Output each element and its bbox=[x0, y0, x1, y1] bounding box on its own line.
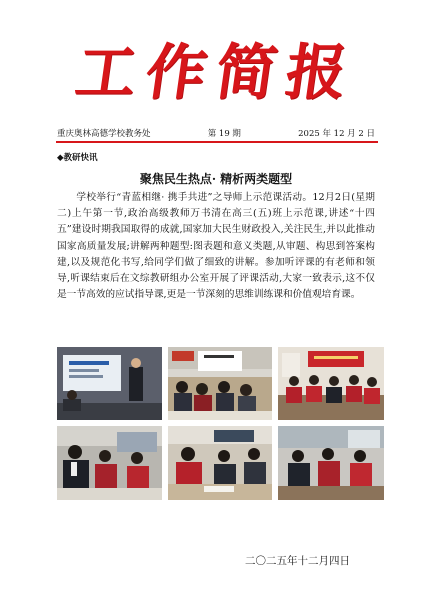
photo-grid bbox=[57, 347, 384, 500]
header-divider bbox=[56, 141, 378, 143]
issue-info-bar bbox=[57, 129, 375, 139]
photo-teachers-observing bbox=[57, 426, 162, 500]
issue-date: 2025 年 12 月 2 日 bbox=[298, 129, 375, 139]
article-title: 聚焦民生热点· 精析两类题型 bbox=[139, 172, 293, 186]
photo-classroom-from-back bbox=[168, 347, 272, 420]
photo-teacher-at-projector bbox=[57, 347, 162, 420]
photo-review-meeting bbox=[278, 347, 384, 420]
photo-students-desks bbox=[168, 426, 272, 500]
issue-number: 第 19 期 bbox=[207, 129, 241, 139]
publisher: 重庆奥林高德学校教务处 bbox=[57, 129, 151, 139]
masthead-title: 工作简报 bbox=[71, 38, 361, 108]
photo-evaluation-discussion bbox=[278, 426, 384, 500]
section-tag: ◆教研快讯 bbox=[57, 153, 98, 163]
article-body: 学校举行“青蓝相继· 携手共进”之导师上示范课活动。12月2日(星期二)上午第一节,政治高级教师万书清在高三(五)班上示范课,讲述“十四五”建设时期我国取得的成就,国家加大民生财政投入,关注民生,并以此推动国家高质量发展;讲解两种题型:图表题和意义类题,从审题、构思到答案构建,以及规范化书写,给同学们做了细致的讲解。参加听评课的有老师和领导,听课结束后在文综教研组办公室开展了评课活动,大家一致表示,这不仅是一节高效的应试指导课,更是一节深刻的思维训练课和价值观培育课。 bbox=[57, 192, 375, 301]
signoff-date: 二〇二五年十二月四日 bbox=[245, 555, 350, 567]
